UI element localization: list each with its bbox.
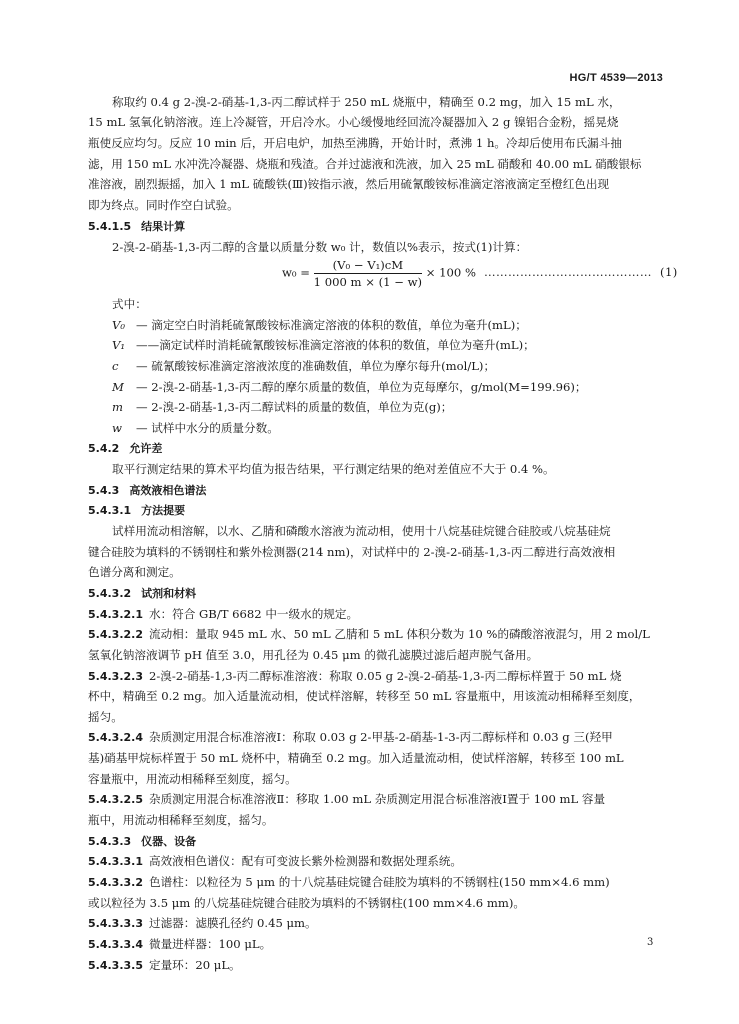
variable-item — [112, 359, 495, 374]
clause-continuation: 瓶中，用流动相稀释至刻度，摇匀。 — [88, 813, 274, 827]
variable-item — [112, 380, 587, 395]
intro-line: 滤，用 150 mL 水冲洗冷凝器、烧瓶和残渣。合并过滤液和洗液，加入 25 mL 硝酸和 40.00 mL 硝酸银标 — [88, 157, 642, 171]
variable-definition: — 试样中水分的质量分数。 — [136, 421, 279, 435]
clause-5-4-3-3-1 — [88, 854, 462, 869]
section-number: 5.4.3 — [88, 484, 120, 497]
formula-number: (1) — [660, 265, 678, 279]
clause-text: 微量进样器：100 μL。 — [148, 937, 272, 951]
clause-text: 杂质测定用混合标准溶液Ⅱ：移取 1.00 mL 杂质测定用混合标准溶液Ⅰ置于 100 mL 容量 — [148, 792, 606, 806]
clause-number: 5.4.3.2.4 — [88, 731, 143, 744]
section-title: 仪器、设备 — [141, 835, 197, 848]
intro-line: 即为终点。同时作空白试验。 — [88, 198, 239, 212]
section-5-4-3-3-heading — [88, 834, 196, 849]
standard-code: HG/T 4539—2013 — [569, 72, 663, 84]
section-number: 5.4.3.3 — [88, 835, 132, 848]
clause-text: 过滤器：滤膜孔径约 0.45 μm。 — [148, 916, 317, 930]
section-5-4-2-heading — [88, 441, 162, 456]
variable-symbol: V₀ — [112, 318, 126, 332]
clause-5-4-3-2-1 — [88, 607, 358, 622]
clause-number: 5.4.3.2.1 — [88, 608, 143, 621]
section-5-4-3-2-heading — [88, 586, 196, 601]
clause-continuation: 杯中，精确至 0.2 mg。加入适量流动相，使试样溶解，转移至 50 mL 容量瓶中，用该流动相稀释至刻度， — [88, 689, 641, 703]
clause-text: 高效液相色谱仪：配有可变波长紫外检测器和数据处理系统。 — [148, 854, 463, 868]
section-5-4-3-1-heading — [88, 503, 185, 518]
variable-definition: — 滴定空白时消耗硫氰酸铵标准滴定溶液的体积的数值，单位为毫升(mL)； — [136, 318, 527, 332]
section-5-4-1-5-heading — [88, 219, 185, 234]
clause-5-4-3-3-4 — [88, 937, 271, 952]
section-number: 5.4.3.2 — [88, 587, 132, 600]
formula-leader-dots: …………………………………… — [484, 265, 652, 279]
clause-continuation: 氢氧化钠溶液调节 pH 值至 3.0，用孔径为 0.45 μm 的微孔滤膜过滤后超声脱气备用。 — [88, 648, 539, 662]
variable-item — [112, 400, 452, 415]
section-title: 方法提要 — [141, 504, 186, 517]
intro-line: 瓶使反应均匀。反应 10 min 后，开启电炉，加热至沸腾，开始计时，煮沸 1 h。冷却后使用布氏漏斗抽 — [88, 136, 622, 150]
formula-rhs: × 100 % — [425, 265, 476, 280]
intro-line: 15 mL 氢氧化钠溶液。连上冷凝管，开启冷水。小心缓慢地经回流冷凝器加入 2 g 镍铝合金粉，摇晃烧 — [88, 115, 619, 129]
clause-continuation: 摇匀。 — [88, 710, 123, 724]
formula-fraction — [314, 258, 422, 289]
where-label: 式中： — [112, 297, 147, 311]
intro-line: 准溶液，剧烈振摇，加入 1 mL 硫酸铁(Ⅲ)铵指示液，然后用硫氰酸铵标准滴定溶液滴定至橙红色出现 — [88, 177, 610, 191]
formula-1 — [282, 258, 476, 289]
calc-intro: 2-溴-2-硝基-1,3-丙二醇的含量以质量分数 w₀ 计，数值以%表示，按式(1)计算： — [112, 240, 528, 254]
formula-numerator: (V₀ − V₁)cM — [314, 258, 422, 274]
variable-symbol: w — [112, 421, 122, 435]
clause-5-4-3-2-5 — [88, 792, 605, 807]
clause-number: 5.4.3.3.2 — [88, 876, 143, 889]
clause-5-4-3-2-3 — [88, 669, 622, 684]
clause-5-4-3-3-3 — [88, 916, 317, 931]
variable-symbol: c — [112, 359, 119, 373]
clause-number: 5.4.3.3.3 — [88, 917, 143, 930]
clause-number: 5.4.3.3.1 — [88, 855, 143, 868]
variable-definition: — 2-溴-2-硝基-1,3-丙二醇试料的质量的数值，单位为克(g)； — [136, 400, 453, 414]
formula-denominator: 1 000 m × (1 − w) — [313, 275, 423, 289]
clause-text: 杂质测定用混合标准溶液Ⅰ：称取 0.03 g 2-甲基-2-硝基-1-3-丙二醇标样和 0.03 g 三(羟甲 — [148, 730, 613, 744]
clause-text: 2-溴-2-硝基-1,3-丙二醇标准溶液：称取 0.05 g 2-溴-2-硝基-1,3-丙二醇标样置于 50 mL 烧 — [148, 669, 622, 683]
clause-continuation: 容量瓶中，用流动相稀释至刻度，摇匀。 — [88, 772, 297, 786]
clause-number: 5.4.3.3.5 — [88, 959, 143, 972]
clause-text: 色谱柱：以粒径为 5 μm 的十八烷基硅烷键合硅胶为填料的不锈钢柱(150 mm×4.6 mm) — [148, 875, 610, 889]
clause-continuation: 或以粒径为 3.5 μm 的八烷基硅烷键合硅胶为填料的不锈钢柱(100 mm×4.6 mm)。 — [88, 896, 525, 910]
formula-lhs: w₀ = — [282, 265, 314, 280]
variable-item — [112, 338, 535, 353]
section-5-4-3-heading — [88, 483, 206, 498]
clause-5-4-3-2-2 — [88, 627, 650, 642]
variable-symbol: V₁ — [112, 338, 126, 352]
clause-text: 定量环：20 μL。 — [148, 958, 241, 972]
clause-continuation: 基)硝基甲烷标样置于 50 mL 烧杯中，精确至 0.2 mg。加入适量流动相，使试样溶解，转移至 100 mL — [88, 751, 624, 765]
method-summary-line: 试样用流动相溶解，以水、乙腈和磷酸水溶液为流动相，使用十八烷基硅烷键合硅胶或八烷基硅烷 — [112, 524, 611, 538]
clause-number: 5.4.3.3.4 — [88, 938, 143, 951]
clause-text: 水：符合 GB/T 6682 中一级水的规定。 — [148, 607, 359, 621]
section-number: 5.4.3.1 — [88, 504, 132, 517]
variable-definition: — 2-溴-2-硝基-1,3-丙二醇的摩尔质量的数值，单位为克每摩尔，g/mol(M=199.96)； — [136, 380, 587, 394]
section-title: 结果计算 — [141, 220, 186, 233]
clause-5-4-3-2-4 — [88, 730, 613, 745]
section-number: 5.4.2 — [88, 442, 120, 455]
formula-leader — [484, 265, 678, 279]
variable-item — [112, 318, 527, 333]
method-summary-line: 色谱分离和测定。 — [88, 565, 181, 579]
intro-line: 称取约 0.4 g 2-溴-2-硝基-1,3-丙二醇试样于 250 mL 烧瓶中，精确至 0.2 mg，加入 15 mL 水， — [112, 95, 621, 109]
clause-number: 5.4.3.2.3 — [88, 670, 143, 683]
clause-number: 5.4.3.2.2 — [88, 628, 143, 641]
method-summary-line: 键合硅胶为填料的不锈钢柱和紫外检测器(214 nm)，对试样中的 2-溴-2-硝基-1,3-丙二醇进行高效液相 — [88, 545, 616, 559]
clause-number: 5.4.3.2.5 — [88, 793, 143, 806]
variable-definition: — 硫氰酸铵标准滴定溶液浓度的准确数值，单位为摩尔每升(mol/L)； — [136, 359, 496, 373]
clause-5-4-3-3-2 — [88, 875, 610, 890]
variable-definition: ——滴定试样时消耗硫氰酸铵标准滴定溶液的体积的数值，单位为毫升(mL)； — [136, 338, 535, 352]
variable-symbol: m — [112, 400, 123, 414]
clause-text: 流动相：量取 945 mL 水、50 mL 乙腈和 5 mL 体积分数为 10 %的磷酸溶液混匀，用 2 mol/L — [148, 627, 650, 641]
variable-symbol: M — [112, 380, 124, 394]
section-title: 试剂和材料 — [141, 587, 197, 600]
page-number: 3 — [647, 937, 654, 948]
clause-5-4-3-3-5 — [88, 958, 241, 973]
section-number: 5.4.1.5 — [88, 220, 132, 233]
section-5-4-2-text: 取平行测定结果的算术平均值为报告结果，平行测定结果的绝对差值应不大于 0.4 %。 — [112, 462, 555, 476]
section-title: 允许差 — [129, 442, 163, 455]
variable-item — [112, 421, 279, 436]
section-title: 高效液相色谱法 — [129, 484, 207, 497]
